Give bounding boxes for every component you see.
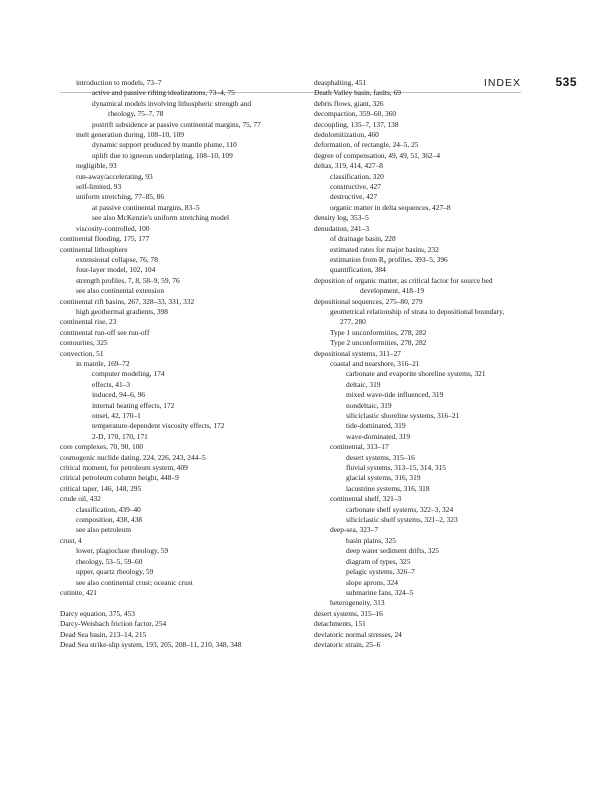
index-entry: destructive, 427 [330, 192, 378, 202]
index-entry: continental run-off see run-off [60, 327, 150, 337]
index-entry: in mantle, 169–72 [76, 358, 130, 368]
index-entry: cosmogenic nuclide dating, 224, 226, 243, 244–5 [60, 452, 206, 462]
index-entry: Dead Sea basin, 213–14, 215 [60, 629, 147, 639]
index-entry: computer modeling, 174 [92, 369, 165, 379]
index-entry: see also continental crust; oceanic crust [76, 577, 193, 587]
index-entry: lower, plagioclase rheology, 59 [76, 546, 169, 556]
index-entry: diagram of types, 325 [346, 556, 411, 566]
index-entry: carbonate shelf systems, 322–3, 324 [346, 504, 454, 514]
index-entry: continental flooding, 175, 177 [60, 234, 150, 244]
index-entry: classification, 320 [330, 171, 384, 181]
index-entry: deposition of organic matter, as critical factor for source bed [314, 275, 493, 285]
index-entry: dedolomitization, 460 [314, 130, 379, 140]
index-entry: deviatoric normal stresses, 24 [314, 629, 402, 639]
index-entry: nondeltaic, 319 [346, 400, 392, 410]
index-entry: coastal and nearshore, 316–21 [330, 358, 420, 368]
index-entry: uniform stretching, 77–85, 86 [76, 192, 165, 202]
index-entry: upper, quartz rheology, 59 [76, 567, 154, 577]
index-entry: dynamical models involving lithospheric strength and [92, 98, 252, 108]
page-number: 535 [555, 75, 577, 89]
index-entry: strength profiles, 7, 8, 58–9, 59, 76 [76, 275, 180, 285]
index-entry: effects, 41–3 [92, 379, 131, 389]
index-entry: onset, 42, 170–1 [92, 411, 141, 420]
index-entry: quantification, 384 [330, 265, 386, 275]
index-entry: continental lithosphere [60, 244, 128, 254]
index-entry: see also continental extension [76, 286, 165, 296]
index-entry: Darcy-Weisbach friction factor, 254 [60, 619, 167, 629]
index-entry: continental, 313–17 [330, 442, 389, 452]
index-entry: continental shelf, 321–3 [330, 494, 402, 504]
index-entry: Type 1 unconformities, 278, 282 [330, 327, 427, 337]
index-entry: organic matter in delta sequences, 427–8 [330, 202, 451, 212]
index-entry: high geothermal gradients, 398 [76, 306, 168, 316]
index-entry: Type 2 unconformities, 278, 282 [330, 338, 427, 348]
index-entry: degree of compensation, 49, 49, 51, 362–4 [314, 150, 441, 160]
index-entry: denudation, 241–3 [314, 223, 370, 233]
index-entry: submarine fans, 324–5 [346, 587, 414, 597]
index-entry: cutinite, 421 [60, 587, 97, 597]
index-entry: introduction to models, 73–7 [76, 78, 162, 87]
index-entry: slope aprons, 324 [346, 577, 398, 587]
header-title: INDEX [483, 77, 521, 89]
index-entry: Death Valley basin, faults, 69 [314, 88, 401, 98]
index-entry: decompaction, 359–60, 360 [314, 109, 397, 119]
index-entry: contourites, 325 [60, 338, 108, 348]
index-entry: negligible, 93 [76, 161, 117, 171]
index-entry: constructive, 427 [330, 182, 381, 192]
index-column-left [60, 78, 292, 650]
index-entry: deep water sediment drifts, 325 [346, 546, 439, 556]
index-entry: deformation, of rectangle, 24–5, 25 [314, 140, 419, 150]
index-entry: mixed wave-tide influenced, 319 [346, 390, 444, 400]
index-entry: run-away/accelerating, 93 [76, 171, 153, 181]
index-entry: estimation from R₀ profiles, 393–5, 396 [330, 254, 448, 264]
index-entry: critical taper, 146, 148, 295 [60, 483, 142, 493]
index-entry: internal heating effects, 172 [92, 400, 175, 410]
index-entry: carbonate and evaporite shoreline systems, 321 [346, 369, 486, 379]
index-entry: rheology, 75–7, 78 [108, 109, 164, 119]
index-entry: deasphalting, 451 [314, 78, 367, 87]
index-entry: heterogeneity, 313 [330, 598, 385, 608]
index-entry: development, 418–19 [360, 286, 425, 296]
index-entry: deltas, 319, 414, 427–8 [314, 161, 383, 171]
index-entry: desert systems, 315–16 [314, 608, 383, 618]
index-entry: uplift due to igneous underplating, 108–10, 109 [92, 150, 233, 160]
index-entry: fluvial systems, 313–15, 314, 315 [346, 463, 446, 473]
index-entry: estimated rates for major basins, 232 [330, 244, 439, 254]
index-entry: deep-sea, 323–7 [330, 525, 379, 535]
index-entry: pelagic systems, 326–7 [346, 567, 415, 577]
index-entry: composition, 438, 438 [76, 515, 143, 525]
index-entry: critical petroleum column height, 448–9 [60, 473, 179, 483]
index-entry: depositional sequences, 275–80, 279 [314, 296, 423, 306]
index-gap [60, 598, 292, 608]
index-entry: desert systems, 315–16 [346, 452, 415, 462]
index-entry: 2-D, 170, 170, 171 [92, 431, 148, 441]
index-entry: core complexes, 70, 90, 100 [60, 442, 144, 452]
index-entry: Darcy equation, 375, 453 [60, 608, 135, 618]
index-entry: see also McKenzie's uniform stretching model [92, 213, 229, 223]
index-entry: crude oil, 432 [60, 494, 101, 504]
index-entry: siliciclastic shelf systems, 321–2, 323 [346, 515, 458, 525]
index-entry: rheology, 53–5, 59–60 [76, 556, 143, 566]
index-entry: four-layer model, 102, 104 [76, 265, 156, 275]
index-entry: critical moment, for petroleum system, 409 [60, 463, 188, 473]
index-entry: density log, 353–5 [314, 213, 369, 223]
index-entry: debris flows, giant, 326 [314, 98, 384, 108]
index-entry: temperature-dependent viscosity effects, 172 [92, 421, 225, 431]
index-entry: convection, 51 [60, 348, 104, 358]
index-entry: melt generation during, 108–10, 109 [76, 130, 184, 140]
index-entry: extensional collapse, 76, 78 [76, 254, 158, 264]
index-entry: lacustrine systems, 316, 318 [346, 483, 430, 493]
index-entry: Dead Sea strike-slip system, 193, 205, 208–11, 210, 348, 348 [60, 639, 242, 649]
index-entry: basin plains, 325 [346, 535, 396, 545]
index-entry: classification, 439–40 [76, 504, 141, 514]
index-entry: glacial systems, 316, 319 [346, 473, 421, 483]
index-entry: self-limited, 93 [76, 182, 122, 192]
index-entry: see also petroleum [76, 525, 132, 535]
index-entry: wave-dominated, 319 [346, 431, 411, 441]
index-entry: viscosity-controlled, 100 [76, 223, 150, 233]
index-entry: of drainage basin, 228 [330, 234, 396, 244]
index-entry: postrift subsidence at passive continental margins, 75, 77 [92, 119, 261, 129]
index-entry: siliciclastic shoreline systems, 316–21 [346, 411, 460, 420]
index-entry: deviatoric strain, 25–6 [314, 639, 381, 649]
index-entry: tide-dominated, 319 [346, 421, 406, 431]
index-entry: geometrical relationship of strata to depositional boundary, [330, 306, 505, 316]
index-entry: at passive continental margins, 83–5 [92, 202, 200, 212]
index-entry: deltaic, 319 [346, 379, 381, 389]
index-entry: crust, 4 [60, 535, 82, 545]
index-entry: depositional systems, 311–27 [314, 348, 401, 358]
index-entry: 277, 280 [340, 317, 366, 327]
index-entry: decoupling, 135–7, 137, 138 [314, 119, 399, 129]
index-entry: detachments, 151 [314, 619, 366, 629]
index-entry: active and passive rifting idealizations, 73–4, 75 [92, 88, 235, 98]
index-entry: continental rise, 23 [60, 317, 117, 327]
index-entry: induced, 94–6, 96 [92, 390, 145, 400]
index-entry: dynamic support produced by mantle plume, 110 [92, 140, 237, 150]
index-column-right [314, 78, 576, 650]
index-entry: continental rift basins, 267, 328–33, 331, 332 [60, 296, 195, 306]
